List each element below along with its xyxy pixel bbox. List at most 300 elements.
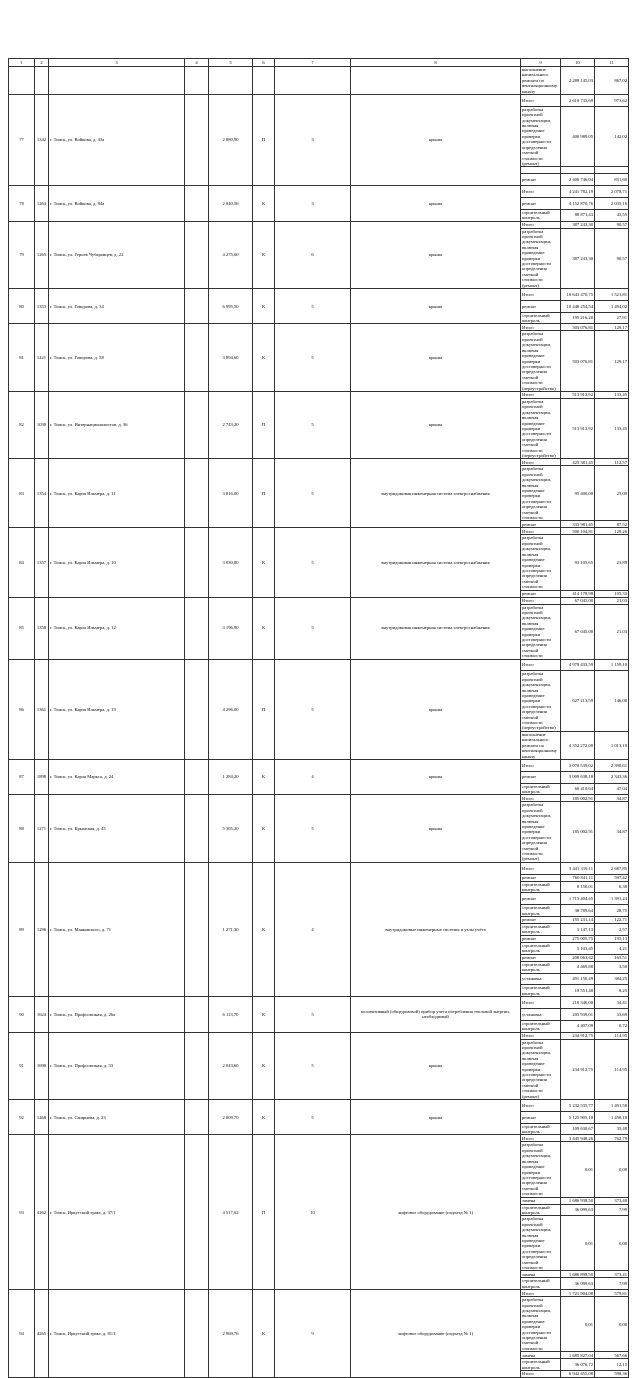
unit-cost: 23,89 [595, 535, 629, 590]
unit-cost: 384,25 [595, 973, 629, 985]
unit-cost: 165,51 [595, 954, 629, 961]
work-type: внутридомовая инженерная система электроснабжения [351, 597, 521, 659]
work-type: крыша [351, 759, 521, 794]
floors: 5 [275, 597, 351, 659]
cost-value: 1 715 404,45 [561, 893, 595, 905]
work-description: Итого [521, 1032, 561, 1039]
cost-value: 491 150,49 [561, 973, 595, 985]
work-description: строительный контроль [521, 942, 561, 954]
blank-cell [185, 759, 209, 794]
floors: 5 [275, 391, 351, 458]
cost-value: 513 913,92 [561, 391, 595, 398]
row-number: 83 [9, 459, 35, 528]
cost-value: 3 147,13 [561, 924, 595, 936]
work-type: крыша [351, 289, 521, 324]
unit-cost: 373,41 [595, 1271, 629, 1278]
area: 4 275,60 [209, 221, 253, 288]
work-description: строительный контроль [521, 312, 561, 324]
area: 2 969,76 [209, 1290, 253, 1378]
work-description: разработка проектной документации, включая проведение проверки достоверности определения сметной стоимости (ремонт) [521, 802, 561, 862]
unit-cost: 1 458,10 [595, 1111, 629, 1123]
work-type: внутридомовая инженерная система электроснабжения [351, 528, 521, 597]
address: г. Томск, ул. Героев Чубаровцев, д. 22 [49, 221, 185, 288]
cost-value: 234 912,75 [561, 1039, 595, 1099]
header-cell: 6 [253, 59, 275, 67]
floors: 3 [275, 186, 351, 221]
unit-cost: 28,75 [595, 905, 629, 917]
table-row [9, 759, 629, 771]
table-row [9, 597, 629, 604]
work-description: ремонт [521, 935, 561, 942]
work-description: ремонт [521, 197, 561, 209]
work-description: Итого [521, 862, 561, 874]
unit-cost: 0,00 [595, 1297, 629, 1352]
wall-material [253, 67, 275, 95]
cost-value: 93 105,65 [561, 535, 595, 590]
work-description: разработка проектной документации, включая проведение проверки достоверности определения сметной стоимости (переустройство) [521, 331, 561, 391]
floors: 4 [275, 759, 351, 794]
house-id: 1421 [35, 324, 49, 391]
cost-value: 387 243,30 [561, 228, 595, 288]
unit-cost: 7,99 [595, 1204, 629, 1216]
wall-material: К [253, 795, 275, 862]
cost-value: 205 939,01 [561, 1008, 595, 1020]
work-description [521, 167, 561, 174]
unit-cost: 21,03 [595, 604, 629, 659]
work-description: замена [521, 1271, 561, 1278]
address: г. Томск, ул. Профсоюзная, д. 26а [49, 997, 185, 1032]
work-description: строительный контроль [521, 1020, 561, 1032]
house-id: 1342 [35, 95, 49, 186]
unit-cost: 762,79 [595, 1135, 629, 1142]
wall-material: П [253, 95, 275, 186]
wall-material: К [253, 221, 275, 288]
blank-cell [185, 67, 209, 95]
area: 6 995,50 [209, 289, 253, 324]
row-number: 85 [9, 597, 35, 659]
cost-value: 2 610 733,69 [561, 95, 595, 107]
work-description: Итого [521, 1135, 561, 1142]
house-id: 1265 [35, 221, 49, 288]
work-type [351, 67, 521, 95]
cost-value: 36 076,72 [561, 1359, 595, 1371]
work-type: крыша [351, 95, 521, 186]
work-description: ремонт [521, 521, 561, 528]
cost-value: 4 407,09 [561, 1020, 595, 1032]
area: 2 880,90 [209, 95, 253, 186]
work-description: разработка проектной документации, включая проведение проверки достоверности определения сметной стоимости [521, 1216, 561, 1271]
wall-material: К [253, 862, 275, 996]
cost-value: 760 841,11 [561, 874, 595, 881]
blank-cell [185, 997, 209, 1032]
unit-cost: 34,87 [595, 795, 629, 802]
table-row [9, 324, 629, 331]
address: г. Томск, ул. Войкова, д. 84а [49, 186, 185, 221]
work-description: разработка проектной документации, включая проведение проверки достоверности определения сметной стоимости [521, 535, 561, 590]
work-description: строительный контроль [521, 924, 561, 936]
cost-value: 6 942 455,08 [561, 1371, 595, 1378]
unit-cost: 114,95 [595, 1032, 629, 1039]
work-description: Итого [521, 391, 561, 398]
cost-value: 36 099,63 [561, 1278, 595, 1290]
cost-value: 208 063,42 [561, 954, 595, 961]
cost-value: 3 009 638,18 [561, 771, 595, 783]
unit-cost: 25,00 [595, 466, 629, 521]
address: г. Томск, ул. Карла Маркса, д. 24 [49, 759, 185, 794]
table-row [9, 289, 629, 301]
house-id: 1624 [35, 997, 49, 1032]
unit-cost: 112,57 [595, 459, 629, 466]
work-description: строительный контроль [521, 1359, 561, 1371]
unit-cost: 831,60 [595, 174, 629, 186]
cost-value: 2 400 746,04 [561, 174, 595, 186]
area: 1 284,20 [209, 759, 253, 794]
unit-cost: 1 491,58 [595, 1100, 629, 1112]
header-cell: 3 [49, 59, 185, 67]
unit-cost: 2 390,61 [595, 759, 629, 771]
cost-value: 4 352 272,00 [561, 731, 595, 759]
unit-cost: 34,87 [595, 802, 629, 862]
work-type: крыша [351, 324, 521, 391]
work-description: Итого [521, 997, 561, 1009]
wall-material: К [253, 1290, 275, 1378]
work-description: разработка проектной документации, включая проведение проверки достоверности определения сметной стоимости (переустройство) [521, 398, 561, 458]
unit-cost: 0,00 [595, 1142, 629, 1197]
cost-value: 3 070 539,02 [561, 759, 595, 771]
floors: 5 [275, 1032, 351, 1099]
cost-value: 425 381,45 [561, 459, 595, 466]
cost-value: 60 410,64 [561, 783, 595, 795]
work-description: Итого [521, 597, 561, 604]
cost-value: 10 643 470,75 [561, 289, 595, 301]
house-id: 1296 [35, 862, 49, 996]
work-type: крыша [351, 1100, 521, 1135]
header-cell: 1 [9, 59, 35, 67]
unit-cost: 122,71 [595, 917, 629, 924]
address: г. Томск, ул. Карла Ильмера, д. 12 [49, 597, 185, 659]
row-number: 89 [9, 862, 35, 996]
cost-value: 0,01 [561, 1216, 595, 1271]
cost-value: 2 289 145,03 [561, 67, 595, 95]
work-description: установка [521, 973, 561, 985]
area: 5 305,20 [209, 795, 253, 862]
area: 3 030,80 [209, 528, 253, 597]
work-description: разработка проектной документации, включая проведение проверки достоверности определения сметной стоимости [521, 604, 561, 659]
table-row [9, 1032, 629, 1039]
area: 2 743,20 [209, 391, 253, 458]
cost-value: 1 686 898,50 [561, 1271, 595, 1278]
work-type: крыша [351, 1032, 521, 1099]
unit-cost [595, 167, 629, 174]
floors: 3 [275, 95, 351, 186]
wall-material: К [253, 997, 275, 1032]
cost-value: 333 981,45 [561, 521, 595, 528]
work-description: строительный контроль [521, 783, 561, 795]
work-description: замена [521, 1197, 561, 1204]
work-description: Итого [521, 1100, 561, 1112]
house-id: 1354 [35, 459, 49, 528]
address: г. Томск, ул. Интернационалистов, д. 36 [49, 391, 185, 458]
table-row [9, 391, 629, 398]
row-number: 90 [9, 997, 35, 1032]
blank-cell [185, 1100, 209, 1135]
area: 6 113,70 [209, 997, 253, 1032]
table-row [9, 186, 629, 198]
row-number [9, 67, 35, 95]
blank-cell [185, 324, 209, 391]
blank-cell [185, 528, 209, 597]
cost-value: 185 002,91 [561, 802, 595, 862]
work-type: внутридомовые инженерные системы и узлы учёта [351, 862, 521, 996]
address: г. Томск, ул. Войкова, д. 43а [49, 95, 185, 186]
cost-value: 627 213,59 [561, 671, 595, 731]
floors: 5 [275, 659, 351, 759]
cost-value: 5 125 905,10 [561, 1111, 595, 1123]
unit-cost: 373,40 [595, 1197, 629, 1204]
work-description: строительный контроль [521, 985, 561, 997]
unit-cost: 33,69 [595, 1008, 629, 1020]
work-description: Итого [521, 528, 561, 535]
house-id: 1030 [35, 391, 49, 458]
cost-value: 3 445 948,26 [561, 1135, 595, 1142]
work-description: разработка проектной документации, включая проведение проверки достоверности определения сметной стоимости (ремонт) [521, 1039, 561, 1099]
unit-cost: 4,21 [595, 942, 629, 954]
unit-cost: 90,57 [595, 228, 629, 288]
floors: 10 [275, 1135, 351, 1290]
wall-material: П [253, 391, 275, 458]
table-row [9, 67, 629, 95]
unit-cost: 129,17 [595, 324, 629, 331]
unit-cost: 129,17 [595, 331, 629, 391]
table-row [9, 659, 629, 671]
address: г. Томск, ул. Профсоюзная, д. 33 [49, 1032, 185, 1099]
unit-cost: 579,81 [595, 1290, 629, 1297]
unit-cost: 27,91 [595, 312, 629, 324]
blank-cell [185, 795, 209, 862]
unit-cost: 2 078,71 [595, 186, 629, 198]
work-description: Итого [521, 1290, 561, 1297]
row-number: 94 [9, 1290, 35, 1378]
table-body [9, 67, 629, 1378]
work-description: Итого [521, 221, 561, 228]
floors: 5 [275, 1100, 351, 1135]
work-description: Итого [521, 759, 561, 771]
work-description: строительный контроль [521, 881, 561, 893]
address: г. Томск, ул. Говорова, д. 58 [49, 324, 185, 391]
work-description: Итого [521, 95, 561, 107]
work-description: выполнение капитального ремонта по вентиляционному каналу [521, 731, 561, 759]
unit-cost: 47,04 [595, 783, 629, 795]
cost-value: 4 979 433,59 [561, 659, 595, 671]
unit-cost: 12,15 [595, 1359, 629, 1371]
cost-value: 414 178,98 [561, 590, 595, 597]
unit-cost: 34,41 [595, 997, 629, 1009]
capital-repair-table [8, 58, 629, 1378]
table-row [9, 795, 629, 802]
cost-value: 36 099,63 [561, 1204, 595, 1216]
house-id: 1358 [35, 597, 49, 659]
cost-value: 67 045,00 [561, 604, 595, 659]
unit-cost: 2 035,16 [595, 197, 629, 209]
unit-cost: 87,52 [595, 521, 629, 528]
address [49, 67, 185, 95]
work-description: Итого [521, 659, 561, 671]
work-type: крыша [351, 391, 521, 458]
address: г. Томск, ул. Смирнова, д. 23 [49, 1100, 185, 1135]
blank-cell [185, 1290, 209, 1378]
wall-material: К [253, 528, 275, 597]
unit-cost: 567,66 [595, 1352, 629, 1359]
work-type: крыша [351, 795, 521, 862]
cost-value: 95 400,00 [561, 466, 595, 521]
work-description: разработка проектной документации, включая проведение проверки достоверности определения сметной стоимости [521, 1297, 561, 1352]
area: 4 517,62 [209, 1135, 253, 1290]
wall-material: П [253, 1135, 275, 1290]
table-row [9, 862, 629, 874]
work-description: замена [521, 1352, 561, 1359]
address: г. Томск, ул. Карла Ильмера, д. 11 [49, 459, 185, 528]
table-row [9, 997, 629, 1009]
header-cell: 2 [35, 59, 49, 67]
work-type: лифтовое оборудование (подъезд № 1) [351, 1135, 521, 1290]
work-description: ремонт [521, 917, 561, 924]
work-description: Итого [521, 289, 561, 301]
row-number: 86 [9, 659, 35, 759]
house-id: 1690 [35, 1032, 49, 1099]
unit-cost: 142,02 [595, 106, 629, 166]
unit-cost: 1 159,10 [595, 659, 629, 671]
area: 3 196,90 [209, 597, 253, 659]
cost-value: 109 630,67 [561, 1123, 595, 1135]
work-description: строительный контроль [521, 905, 561, 917]
unit-cost: 1 521,81 [595, 289, 629, 301]
cost-value: 8 150,01 [561, 881, 595, 893]
floors: 9 [275, 1290, 351, 1378]
work-type: крыша [351, 186, 521, 221]
house-id: 1353 [35, 289, 49, 324]
cost-value: 195 216,20 [561, 312, 595, 324]
work-description: строительный контроль [521, 961, 561, 973]
work-description: разработка проектной документации, включая проведение проверки достоверности определения сметной стоимости (переустройство) [521, 671, 561, 731]
floors: 5 [275, 459, 351, 528]
address: г. Томск, Иркутский тракт, д. 81/1 [49, 1290, 185, 1378]
row-number: 77 [9, 95, 35, 186]
cost-value: 5 232 535,77 [561, 1100, 595, 1112]
area: 1 271,30 [209, 862, 253, 996]
wall-material: К [253, 759, 275, 794]
unit-cost: 114,95 [595, 1039, 629, 1099]
address: г. Томск, ул. Карла Ильмера, д. 10 [49, 528, 185, 597]
table-row [9, 1290, 629, 1297]
work-description: разработка проектной документации, включая проведение проверки достоверности определения сметной стоимости [521, 466, 561, 521]
blank-cell [185, 289, 209, 324]
unit-cost: 2 343,36 [595, 771, 629, 783]
header-cell: 9 [521, 59, 561, 67]
unit-cost: 43,55 [595, 209, 629, 221]
wall-material: К [253, 1032, 275, 1099]
row-number: 92 [9, 1100, 35, 1135]
blank-cell [185, 459, 209, 528]
area: 4 296,00 [209, 659, 253, 759]
floors: 5 [275, 997, 351, 1032]
cost-value: 1 721 904,08 [561, 1290, 595, 1297]
floors: 4 [275, 862, 351, 996]
work-type: лифтовое оборудование (подъезд № 1) [351, 1290, 521, 1378]
cost-value: 4 241 782,19 [561, 186, 595, 198]
header-cell: 7 [275, 59, 351, 67]
row-number: 82 [9, 391, 35, 458]
work-description: установка [521, 1008, 561, 1020]
unit-cost: 129,26 [595, 528, 629, 535]
wall-material: П [253, 459, 275, 528]
cost-value: 4 469,88 [561, 961, 595, 973]
cost-value: 1 685 827,04 [561, 1352, 595, 1359]
house-id: 1357 [35, 528, 49, 597]
house-id: 1468 [35, 1100, 49, 1135]
area: 2 043,60 [209, 1032, 253, 1099]
unit-cost: 0,72 [595, 1020, 629, 1032]
wall-material: К [253, 597, 275, 659]
cost-value: 3 441 319,11 [561, 862, 595, 874]
cost-value: 387 243,30 [561, 221, 595, 228]
work-description: разработка проектной документации, включая проведение проверки достоверности определения сметной стоимости [521, 1142, 561, 1197]
cost-value: 210 346,00 [561, 997, 595, 1009]
table-row [9, 1135, 629, 1142]
header-row [9, 59, 629, 67]
work-description: строительный контроль [521, 1123, 561, 1135]
work-description: ремонт [521, 1111, 561, 1123]
cost-value: 5 103,45 [561, 942, 595, 954]
cost-value: 503 076,81 [561, 324, 595, 331]
house-id: 1898 [35, 759, 49, 794]
address: г. Томск, Иркутский тракт, д. 37/1 [49, 1135, 185, 1290]
unit-cost: 21,03 [595, 597, 629, 604]
blank-cell [185, 597, 209, 659]
work-type: крыша [351, 221, 521, 288]
work-description: разработка проектной документации, включая проведение проверки достоверности определения сметной стоимости (ремонт) [521, 106, 561, 166]
cost-value: 38 789,64 [561, 905, 595, 917]
row-number: 91 [9, 1032, 35, 1099]
wall-material: К [253, 324, 275, 391]
floors: 5 [275, 528, 351, 597]
table-row [9, 1100, 629, 1112]
cost-value: 503 076,81 [561, 331, 595, 391]
work-description: ремонт [521, 893, 561, 905]
cost-value: 88 871,43 [561, 209, 595, 221]
work-description: строительный контроль [521, 1204, 561, 1216]
area [209, 67, 253, 95]
wall-material: К [253, 1100, 275, 1135]
table-row [9, 95, 629, 107]
work-description: ремонт [521, 300, 561, 312]
work-description: ремонт [521, 954, 561, 961]
address: г. Томск, ул. Карла Ильмера, д. 19 [49, 659, 185, 759]
floors: 5 [275, 289, 351, 324]
work-type: внутридомовая инженерная система электроснабжения [351, 459, 521, 528]
cost-value: 400 989,05 [561, 106, 595, 166]
unit-cost: 146,00 [595, 671, 629, 731]
cost-value: 10 448 254,54 [561, 300, 595, 312]
unit-cost: 0,00 [595, 1216, 629, 1271]
unit-cost: 133,45 [595, 391, 629, 398]
cost-value: 185 002,91 [561, 795, 595, 802]
header-cell: 8 [351, 59, 521, 67]
header-cell: 10 [561, 59, 595, 67]
unit-cost: 133,45 [595, 398, 629, 458]
area: 2 009,70 [209, 1100, 253, 1135]
work-description: Итого [521, 186, 561, 198]
row-number: 87 [9, 759, 35, 794]
